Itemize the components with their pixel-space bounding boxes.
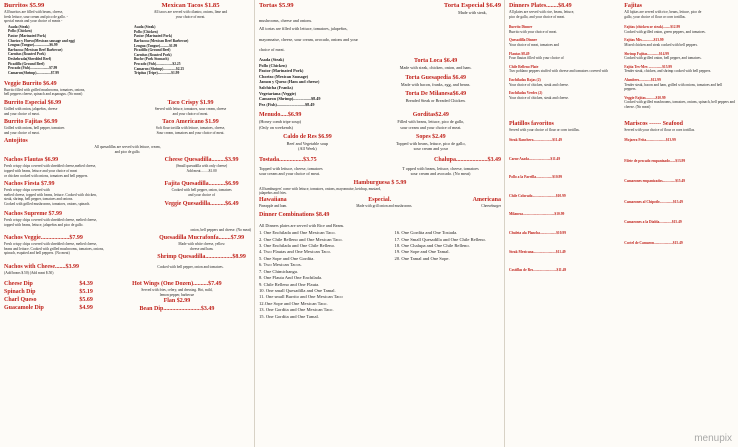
combo-item: 1. One Enchilada and One Mexican Taco. — [259, 230, 336, 236]
nachos-supreme-title: Nachos Supreme $7.99 — [4, 211, 63, 218]
caldo-sopes-row: Caldo de Res $6.99 Beef and Vegetable soup (All Week) Sopes $2.49 Topped with beans, lettuce, pico de gallo, sour cream and your — [259, 133, 501, 152]
caldo-title: Caldo de Res $6.99 — [283, 133, 332, 140]
flan-title: Flan $2.99 — [163, 298, 191, 305]
fajita-item: Shrimp Fajitas.............$14.99 Cooked with grilled onion, bell pepper, and tomatoes. — [624, 51, 702, 61]
fajita-quesadilla-title: Fajita Quesadilla...........$6.99 — [164, 181, 239, 188]
mariscos-list — [624, 134, 735, 273]
dinner-plates-title: Dinners Plates........$8.49 — [509, 3, 572, 9]
combo-item: 18. One Chalupa and One Chile Relleno. — [394, 243, 470, 249]
nachos-veggie-title: Nachos Veggie...................$7.99 — [4, 235, 83, 242]
gorditas-title: Gorditas$2.49 — [412, 112, 449, 119]
combo-item: 16. One Gordita and One Tostada. — [394, 230, 458, 236]
dinner-item: Burrito Dinner Burrito with your choice of meat. — [509, 25, 558, 34]
platillos-list — [509, 134, 620, 273]
marisco-item: Mojarra Frita......................$13.99 — [624, 138, 676, 143]
combo-item: 11. One small Burrito and One Mexican Taco — [259, 294, 343, 300]
platillos-mariscos-header: Platillos favoritos Served with your choice of flour or corn tortillas. Mariscos ------ Seafood Served with your choice of flour or corn tortillas. — [509, 120, 735, 133]
dinner-plates-list — [509, 21, 620, 109]
platillo-item: Chile Colorado..........................$10.99 — [509, 193, 566, 198]
torta-milanesa-title: Torta De Milanesa$6.49 — [405, 91, 467, 98]
combo-item: 15. One Gordita and One Tamal. — [259, 313, 319, 319]
tortas-meats-row: Asada (Steak) Pollo (Chicken) Pastor (Marinated Pork) Chorizo (Mexican Sausage) Jamon y Queso (Ham and cheese) Salchicha (Franks) Vegetariana (Veggie) Camaron (Shrimp).................$8.49 Pez (Fish)...........................$8.49 Torta Loca $6.49 Made with steak, chicken, onion, and ham. Torta Guesapedia $6.49 Made with bacon, franks, egg, and beans. Torta De Milanesa$6.49 Breaded Steak or Breaded Chicken. — [259, 57, 501, 107]
dinner-item: Enchiladas Verdes (2) Your choice of chicken, steak and cheese. — [509, 91, 569, 100]
nachos-fiesta-title: Nachos Fiesta $7.99 — [4, 181, 55, 188]
menupix-watermark: menupix — [694, 433, 732, 444]
burritos-title: Burritos $5.99 — [4, 2, 45, 9]
fajitas-title: Fajitas — [624, 3, 642, 9]
combos-list-right — [395, 230, 501, 320]
hawaiiana-title: Hawaiiana — [259, 197, 287, 204]
combo-item: 9. Chile Relleno and One Flauta. — [259, 281, 320, 287]
marisco-item: Filete de pescado empanizado......$13.99 — [624, 158, 686, 163]
combo-item: 4. Two Flautas and One Mexican Taco. — [259, 249, 331, 255]
antojitos-title: Antojitos — [4, 138, 28, 145]
nachos-flautas-title: Nachos Flautas $6.99 — [4, 157, 59, 164]
platillos-title: Platillos favoritos — [509, 120, 554, 127]
platillo-item: Steak Ranchero.....................$11.49 — [509, 138, 562, 143]
side-item: Guacamole Dip $4.99 — [4, 305, 93, 311]
burritos-section — [4, 2, 125, 76]
combo-item: 3. One Enchilada and One Chile Relleno. — [259, 243, 336, 249]
shrimp-quesadilla-title: Shrimp Quesadilla..................$8.99 — [157, 254, 246, 261]
tostada-chalupa-row — [259, 156, 501, 164]
burritos-tacos-section — [4, 2, 251, 76]
combo-item: 19. One Sope and One Tamal. — [394, 249, 450, 255]
mariscos-title: Mariscos ------ Seafood — [624, 120, 683, 127]
combo-item: 5. One Sope and One Gordita. — [259, 255, 315, 261]
dinner-combinations-title: Dinner Combinations $8.49 — [259, 211, 330, 218]
veggie-burrito-title: Veggie Burrito $6.49 — [4, 80, 57, 87]
side-item: Charl Queso $5.69 — [4, 297, 93, 303]
platillo-item: Pollo a la Parrilla..................$10.99 — [509, 175, 563, 180]
tostada-title: Tostada................$3.75 — [259, 156, 317, 163]
tortas-desc: mushrooms, cheese and onions. All tortas are filled with lettuce, tomatoes, jalapeños, mayonnaise, cheese, sour cream, avocado, onions and your choice of meat. — [259, 17, 358, 53]
burrito-especial-title: Burrito Especial $6.99 — [4, 99, 62, 106]
combo-item: 10. One small Quesadilla and One Tamal. — [259, 287, 336, 293]
taco-crispy-title: Taco Crispy $1.99 — [167, 99, 214, 106]
nachos-supreme-section: Nachos Supreme $7.99 Fresh crispy chips covered with shredded cheese, melted cheese, topped with beans, lettuce, jalapeños and pico de gallo. onion, bell peppers and cheese. (No meat) — [4, 211, 251, 232]
tacos-meat-list: Asada (Steak) Pollo (Chicken) Pastor (Marinated Pork) Barbacoa (Mexican Beef Barbecue) Lengua (Tongue)..........$1.99 Picadillo (Ground Beef) Carnitas (Roasted Pork) Buche (Pork Stomach) Pescado (Fish)..................$2.25 Camaron (Shrimp)..............$2.25 Tripitas (Tripe)...............$1.99 — [133, 25, 189, 76]
side-item: Cheese Dip $4.39 — [4, 281, 93, 287]
fajita-item: Fajitas (chicken or steak)........$12.99 Cooked with grilled onion, green peppers, and tomatoes. — [624, 25, 706, 34]
dinner-item: Chile Relleno Plate Two poblano peppers stuffed with cheese and tomatoes covered with — [509, 64, 608, 74]
marisco-item: Camarones empanizados..............$15.49 — [624, 179, 686, 184]
fiesta-fajita-row: Nachos Fiesta $7.99 Fresh crispy chips covered with melted cheese, topped with beans, lettuce. Cooked with chicken, steak, shrimp, bell pepper, tomatoes and onions. Cooked with grilled mushrooms, tomatoes, onions, spinach. Fajita Quesadilla...........$6.99 Cooked with bell pepper, onion, tomatoes and your choice of Veggie Quesadilla..........$6.49 — [4, 180, 251, 208]
platillo-item: Milanesa...................................$10.99 — [509, 212, 565, 217]
tacos-desc: All tacos are served with cilantro, onions, lime and your choice of meat. — [153, 10, 228, 19]
nachos-cheese-title: Nachos with Cheese.......$3.99 — [4, 264, 79, 271]
flautas-quesadilla-row: Nachos Flautas $6.99 Fresh crispy chips covered with shredded cheese,melted cheese, topped with beans, lettuce and your choice of meat or chicken cooked with onions, tomatoes and bell peppers. Cheese Quesadilla.........$3.99 (Small quesadilla with only cheese) Add meat.........$1.00 — [4, 156, 251, 178]
fajitas-list — [624, 21, 735, 109]
tortas-header-row: Tortas $5.99 Torta Especial $6.49 Made with steak, — [259, 2, 501, 15]
combo-item: 2. One Chile Relleno and One Mexican Taco. — [259, 236, 343, 242]
menu-column-right: Dinners Plates........$8.49 Fajitas All plates are served with rice, beans, lettuce, pico de gallo, and your choice of meat. All fajitas are served with rice, beans, lettuce, pico de gallo, your choice of flour or corn tortillas. Burrito Dinner Burrito with your choice of meat. Quesadilla Dinner Your choice of meat, tomatoes and Flautas $8.49 Four flautas filled with your choice of Chile Relleno Plate Two poblano peppers stuffed with cheese and tomatoes covered with Enchiladas Rojas (2) Your choice of chicken, steak and cheese. Enchiladas Verdes (2) Your choice of chicken, steak and cheese. Fajitas (chicken or steak)........$12.99 Cooked with grilled onion, green peppers, and tomatoes. Fajitas Mix.............$13.99 Mixed chicken and steak cooked with bell peppers. Shrimp Fajitas.............$14.99 Cooked with grilled onion, bell pepper, and tomatoes. Fajita Tex-Mex ...............$15.99 Tender steak, chicken, and shrimp cooked with bell peppers. Alambres.............$12.99 Tender steak, bacon and ham, grilled with onions, tomatoes and bell peppers. Veggie Fajitas...........$10.99 Cooked with grilled mushrooms, tomatoes, onions, spinach, bell peppers and cheese. (No meat) Platillos favoritos Served with your choice of flour or corn tortillas. Mariscos ------ Seafood Served with your choice of flour or corn tortillas. Steak Ranchero.....................$11.49 Carne Asada........................$11.49 Pollo a la Parrilla..................$10.99 Chile Colorado..........................$10.99 Milanesa...................................$10.99 Chuleta ala Plancha..................$10.99 Steak Mexicana.........................$11.49 Costillas de Res..........................$11.49 Mojarra Frita......................$13.99 Filete de pescado empanizado......$13.99 Camarones empanizados..............$15.49 Camarones al Chipotle...............$15.49 Camarones a la Diabla..............$15.49 Coctel de Camaron.....................$15.49 — [509, 3, 735, 273]
dinners-fajitas-header — [509, 2, 735, 10]
nachos-veggie-row: Nachos Veggie...................$7.99 Fresh crispy chips covered with shredded cheese, melted cheese, beans and lettuce. Cooked with grilled mushrooms, tomatoes, onions, spinach, esquited and bell peppers. (No meat) Quesadilla Mucrafonfa........$7.99 Made with white cheese, yellow cheese and ham. Shrimp Quesadilla..................$8.99 — [4, 234, 251, 261]
combos-list-left — [259, 230, 395, 320]
burrito-fajitas-title: Burrito Fajitas $6.99 — [4, 119, 58, 126]
combo-item: 20. One Tamal and One Sope. — [394, 255, 450, 261]
fajita-item: Fajitas Mix.............$13.99 Mixed chicken and steak cooked with bell peppers. — [624, 38, 698, 47]
torta-meat-list: Asada (Steak) Pollo (Chicken) Pastor (Marinated Pork) Chorizo (Mexican Sausage) Jamon y Queso (Ham and cheese) Salchicha (Franks) Vegetariana (Veggie) Camaron (Shrimp).................$8.49 Pez (Fish)...........................$8.49 — [259, 56, 321, 107]
marisco-item: Camarones a la Diabla..............$15.49 — [624, 220, 682, 225]
especial-burger-title: Especial. — [368, 197, 392, 204]
tortas-title: Tortas $5.99 — [259, 2, 294, 9]
veggie-burrito-section: Veggie Burrito $6.49 Burrito filled with grilled mushrooms, tomatoes, onions, bell peppers cheese, spinach and asparagus. (No meat) — [4, 80, 251, 97]
dinner-item: Flautas $8.49 Four flautas filled with your choice of — [509, 51, 564, 61]
veggie-quesadilla-title: Veggie Quesadilla..........$6.49 — [164, 201, 239, 208]
hamburguesa-title: Hamburguesa $ 5.99 — [353, 179, 407, 186]
fajita-item: Alambres.............$12.99 Tender steak, bacon and ham, grilled with onions, tomatoes and bell peppers. — [624, 77, 723, 92]
column-divider — [254, 0, 255, 447]
burritos-meat-list: Asada (Steak) Pollo (Chicken) Pastor (Marinated Pork) Chorizo y Huevo(Mexican sausage and egg) Lengua (Tongue).................$6.99 Barbacoa (Mexican Beef Barbecue) Carnitas (Roasted Pork) Deshebrada(Shredded Beef) Picadillo (Ground Beef) Pescado (Fish).....................$7.99 Camaron(Shrimp)................$7.99 — [8, 24, 75, 75]
platillo-item: Steak Mexicana.........................$11.49 — [509, 249, 566, 254]
bean-dip-title: Bean Dip.........................$3.49 — [139, 306, 215, 313]
menudo-gorditas-row: Menudo.....$6.99 (Honey comb tripe soup) (Only on weekends) Gorditas$2.49 Filled with beans, lettuce, pico de gallo, sour cream and your choice of meat. — [259, 111, 501, 130]
hot-wings-title: Hot Wings (One Dozen)..........$7.49 — [132, 281, 222, 287]
dinner-item: Quesadilla Dinner Your choice of meat, tomatoes and — [509, 38, 559, 47]
burritos-desc: All burritos are filled with beans, cheese, fresh lettuce, sour cream and pico de gallo. - special meats and your choice of meats - — [4, 10, 68, 24]
side-item: Spinach Dip $5.19 — [4, 289, 93, 295]
hamburguesa-section: Hamburguesa $ 5.99 All hamburgers' come with lettuce, tomatoes, onions, mayonnaise, ketchup, mustard, jalapeños and fries. Hawaiiana Especial. Americana Pineapple and ham. Made with grill onion and mushrooms. Cheeseburger — [259, 179, 501, 209]
menu-column-left — [4, 2, 251, 445]
marisco-item: Coctel de Camaron.....................$15.49 — [624, 241, 683, 246]
tacos-title: Mexican Tacos $1.85 — [161, 2, 220, 9]
cheese-quesadilla-title: Cheese Quesadilla.........$3.99 — [164, 157, 239, 164]
quesadilla-special-title: Quesadilla Mucrafonfa........$7.99 — [159, 235, 245, 242]
combo-item: 7. One Chimichanga. — [259, 268, 299, 274]
column-divider — [504, 0, 505, 447]
nachos-cheese-row: Nachos with Cheese.......$3.99 (Add beans $.50) (Add meat $.50) Cooked with bell pepper, onion and tomatoes. — [4, 264, 224, 276]
taco-americano-title: Taco Americano $1.99 — [162, 119, 219, 126]
dinner-item: Enchiladas Rojas (2) Your choice of chicken, steak and cheese. — [509, 77, 569, 87]
fajita-item: Fajita Tex-Mex ...............$15.99 Tender steak, chicken, and shrimp cooked with bell peppers. — [624, 64, 712, 74]
combo-item: 6. Two Mexican Tacos. — [259, 262, 302, 268]
combo-item: 17. One Small Quesadilla and One Chile Relleno. — [394, 236, 487, 242]
antojitos-section: Antojitos All quesadillas are served with lettuce, cream, and pico de gallo. — [4, 137, 251, 154]
tacos-section — [130, 2, 251, 76]
fajitas-americano-row: Burrito Fajitas $6.99 Grilled with onions, bell pepper, tomatoes and your choice of meat. Taco Americano $1.99 Soft flour tortilla with lettuce, tomatoes, cheese, Sour cream, tomatoes and your choice of meat. — [4, 118, 251, 135]
torta-loca-title: Torta Loca $6.49 — [414, 57, 458, 64]
dinner-combinations-section: Dinner Combinations $8.49 All Dinners plates are served with Rice and Beans. 1. One Enchilada and One Mexican Taco. 2. One Chile Relleno and One Mexican Taco. 3. One Enchilada and One Chile Relleno. 4. Two Flautas and One Mexican Taco. 5. One Sope and One Gordita. 6. Two Mexican Tacos. 7. One Chimichanga. 8. One Flauta And One Enchilada. 9. Chile Relleno and One Flauta. 10. One small Quesadilla and One Tamal. 11. One small Burrito and One Mexican Taco 12.One Sope and One Mexican Taco. 13. One Gordita and One Mexican Taco. 15. One Gordita and One Tamal. 16. One Gordita and One Tostada. 17. One Small Quesadilla and One Chile Relleno. 18. One Chalupa and One Chile Relleno. 19. One Sope and One Tamal. 20. One Tamal and One Sope. — [259, 211, 501, 320]
platillo-item: Chuleta ala Plancha..................$10.99 — [509, 231, 567, 236]
torta-especial-title: Torta Especial $6.49 — [443, 2, 501, 9]
combo-item: 8. One Flauta And One Enchilada. — [259, 275, 323, 281]
platillo-item: Carne Asada........................$11.49 — [509, 156, 561, 161]
combo-item: 12.One Sope and One Mexican Taco. — [259, 300, 328, 306]
chalupa-title: Chalupa.....................$3.49 — [433, 156, 501, 163]
torta-cubana-title: Torta Guesapedia $6.49 — [405, 74, 466, 81]
americana-title: Americana — [472, 197, 501, 204]
sopes-title: Sopes $2.49 — [415, 133, 446, 140]
combo-item: 13. One Gordita and One Mexican Taco. — [259, 307, 334, 313]
menu-column-middle: Tortas $5.99 Torta Especial $6.49 Made with steak, mushrooms, cheese and onions. All tortas are filled with lettuce, tomatoes, jalapeños, mayonnaise, cheese, sour cream, avocado, onions and your choice of meat. Asada (Steak) Pollo (Chicken) Pastor (Marinated Pork) Chorizo (Mexican Sausage) Jamon y Queso (Ham and cheese) Salchicha (Franks) Vegetariana (Veggie) Camaron (Shrimp).................$8.49 Pez (Fish)...........................$8.49 Torta Loca $6.49 Made with steak, chicken, onion, and ham. Torta Guesapedia $6.49 Made with bacon, franks, egg, and beans. Torta De Milanesa$6.49 Breaded Steak or Breaded Chicken. Menudo.....$6.99 (Honey comb tripe soup) (Only on weekends) Gorditas$2.49 Filled with beans, lettuce, pico de gallo, sour cream and your choice of meat. Caldo de Res $6.99 Beef and Vegetable soup (All Week) Sopes $2.49 Topped with beans, lettuce, pico de gallo, sour cream and your Tostada................$3.75 Chalupa.....................$3.49 Topped with lettuce, cheese, tomatoes sour cream and your choice of meat. T opped with beans, lettuce, cheese, tomatoes sour cream and avocado. (No meat) Hamburguesa $ 5.99 All hamburgers' come with lettuce, tomatoes, onions, mayonnaise, ketchup, mustard, jalapeños and fries. Hawaiiana Especial. Americana Pineapple and ham. Made with grill onion and mushrooms. Cheeseburger Dinner Combinations $8.49 All Dinners plates are served with Rice and Beans. 1. One Enchilada and One Mexican Taco. 2. One Chile Relleno and One Mexican Taco. 3. One Enchilada and One Chile Relleno. 4. Two Flautas and One Mexican Taco. 5. One Sope and One Gordita. 6. Two Mexican Tacos. 7. One Chimichanga. 8. One Flauta And One Enchilada. 9. Chile Relleno and One Flauta. 10. One small Quesadilla and One Tamal. 11. One small Burrito and One Mexican Taco 12.One Sope and One Mexican Taco. 13. One Gordita and One Mexican Taco. 15. One Gordita and One Tamal. 16. One Gordita and One Tostada. 17. One Small Quesadilla and One Chile Relleno. 18. One Chalupa and One Chile Relleno. 19. One Sope and One Tamal. 20. One Tamal and One Sope. — [259, 2, 501, 319]
marisco-item: Camarones al Chipotle...............$15.49 — [624, 199, 683, 204]
sides-list — [4, 280, 93, 313]
especial-crispy-row: Burrito Especial $6.99 Grilled with onion, jalapeños, cheese and your choice of meat. Taco Crispy $1.99 Served with lettuce, tomatoes, sour cream, cheese and your choice of meat. — [4, 99, 251, 116]
sides-wings-row: Cheese Dip $4.39 Spinach Dip $5.19 Charl Queso $5.69 Guacamole Dip $4.99 Hot Wings (One Dozen)..........$7.49 Served with fries, celery, and dressing. Hot, mild, lemon pepper, barbecue Flan $2.99 Bean Dip.........................$3.49 — [4, 280, 251, 313]
fajita-item: Veggie Fajitas...........$10.99 Cooked with grilled mushrooms, tomatoes, onions, spinach, bell peppers and cheese. (No meat) — [624, 95, 735, 109]
platillo-item: Costillas de Res..........................$11.49 — [509, 268, 567, 273]
menudo-title: Menudo.....$6.99 — [259, 112, 302, 119]
